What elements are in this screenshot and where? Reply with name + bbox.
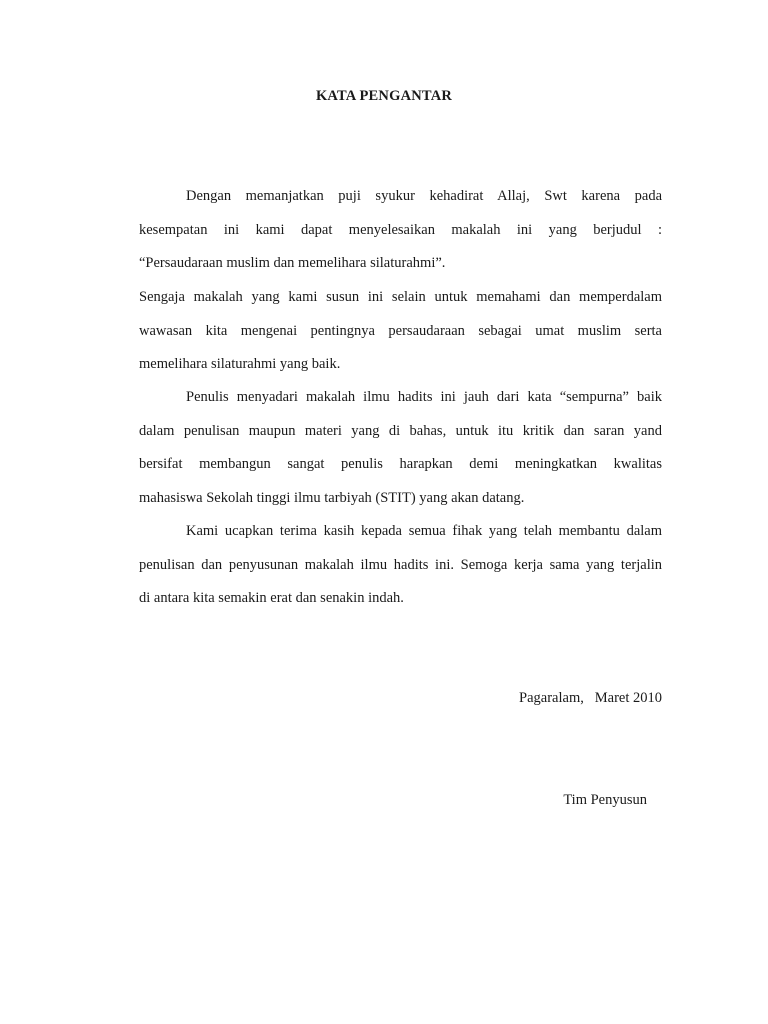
paragraph-line: Sengaja makalah yang kami susun ini selain untuk memahami dan memperdalam	[139, 289, 662, 305]
paragraph-line: “Persaudaraan muslim dan memelihara silaturahmi”.	[139, 255, 446, 271]
paragraph-line: di antara kita semakin erat dan senakin indah.	[139, 590, 404, 606]
paragraph-line: memelihara silaturahmi yang baik.	[139, 356, 341, 372]
paragraph-line: Kami ucapkan terima kasih kepada semua fihak yang telah membantu dalam	[186, 523, 662, 539]
paragraph-line: Dengan memanjatkan puji syukur kehadirat Allaj, Swt karena pada	[186, 188, 662, 204]
paragraph-line: penulisan dan penyusunan makalah ilmu hadits ini. Semoga kerja sama yang terjalin	[139, 556, 662, 573]
paragraph-line: wawasan kita mengenai pentingnya persaudaraan sebagai umat muslim serta	[139, 322, 662, 339]
paragraph-line: mahasiswa Sekolah tinggi ilmu tarbiyah (STIT) yang akan datang.	[139, 489, 525, 506]
paragraph-1	[139, 180, 662, 281]
paragraph-3	[139, 381, 662, 515]
paragraph-line: kesempatan ini kami dapat menyelesaikan makalah ini yang berjudul :	[139, 221, 662, 238]
paragraph-line: dalam penulisan maupun materi yang di bahas, untuk itu kritik dan saran yand	[139, 422, 662, 439]
paragraph-4	[139, 515, 662, 616]
paragraph-line: Penulis menyadari makalah ilmu hadits ini jauh dari kata “sempurna” baik	[186, 389, 662, 405]
paragraph-line: bersifat membangun sangat penulis harapkan demi meningkatkan kwalitas	[139, 456, 662, 472]
paragraph-2	[139, 281, 662, 382]
place-date: Pagaralam, Maret 2010	[519, 690, 662, 706]
signature: Tim Penyusun	[563, 792, 647, 808]
page-title: KATA PENGANTAR	[315, 88, 453, 104]
